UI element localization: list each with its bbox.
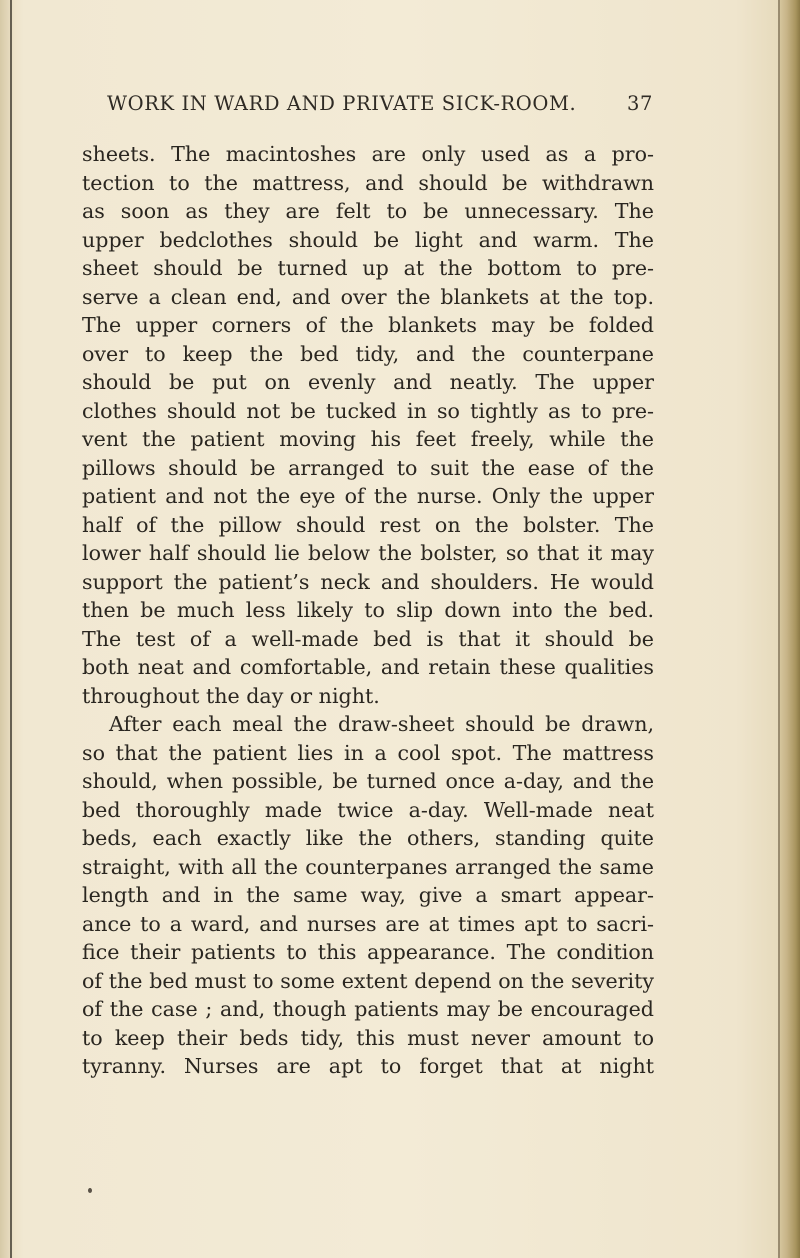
text-line: patient and not the eye of the nurse. Only the upper xyxy=(82,484,654,508)
page-number: 37 xyxy=(626,92,653,115)
text-line: of the case ; and, though patients may be encouraged xyxy=(82,997,654,1021)
text-line: straight, with all the counterpanes arranged the same xyxy=(82,854,654,879)
page-fold-line xyxy=(778,0,780,1258)
text-line: of the bed must to some extent depend on the severity xyxy=(82,968,654,993)
running-header xyxy=(107,92,653,122)
text-line: so that the patient lies in a cool spot. The mattress xyxy=(82,740,654,765)
text-line: serve a clean end, and over the blankets at the top. xyxy=(82,284,654,309)
text-line: bed thoroughly made twice a-day. Well-made neat xyxy=(82,797,654,822)
paragraph-end-line: throughout the day or night. xyxy=(82,683,380,708)
text-line: tection to the mattress, and should be withdrawn xyxy=(82,170,654,195)
text-line: lower half should lie below the bolster, so that it may xyxy=(82,541,654,565)
text-line: ance to a ward, and nurses are at times apt to sacri- xyxy=(82,911,654,936)
text-line: upper bedclothes should be light and warm. The xyxy=(82,227,654,252)
text-line: fice their patients to this appearance. The condition xyxy=(82,940,654,964)
paragraph-start-line: After each meal the draw-sheet should be drawn, xyxy=(109,712,654,736)
text-line: over to keep the bed tidy, and the counterpane xyxy=(82,341,654,366)
text-line: tyranny. Nurses are apt to forget that at night xyxy=(82,1054,654,1078)
text-line: sheets. The macintoshes are only used as a pro- xyxy=(82,142,654,166)
text-line: The upper corners of the blankets may be folded xyxy=(82,313,654,337)
text-line: vent the patient moving his feet freely, while the xyxy=(82,427,654,451)
text-line: to keep their beds tidy, this must never amount to xyxy=(82,1025,654,1050)
text-line: should be put on evenly and neatly. The upper xyxy=(82,370,654,394)
ink-speck xyxy=(88,1188,92,1193)
text-line: The test of a well-made bed is that it should be xyxy=(82,626,654,651)
text-line: clothes should not be tucked in so tightly as to pre- xyxy=(82,398,654,423)
text-line: support the patient’s neck and shoulders. He would xyxy=(82,569,654,594)
text-line: sheet should be turned up at the bottom to pre- xyxy=(82,256,654,280)
text-line: then be much less likely to slip down into the bed. xyxy=(82,598,654,622)
body-text xyxy=(82,140,654,1081)
text-line: pillows should be arranged to suit the ease of the xyxy=(82,455,654,480)
page-right-edge xyxy=(778,0,800,1258)
text-line: beds, each exactly like the others, standing quite xyxy=(82,826,654,850)
text-line: as soon as they are felt to be unnecessary. The xyxy=(82,199,654,223)
text-line: half of the pillow should rest on the bolster. The xyxy=(82,512,654,537)
text-line: length and in the same way, give a smart appear- xyxy=(82,883,654,907)
running-title: WORK IN WARD AND PRIVATE SICK-ROOM. xyxy=(107,92,577,115)
text-line: both neat and comfortable, and retain these qualities xyxy=(82,655,654,679)
binding-line xyxy=(10,0,12,1258)
text-line: should, when possible, be turned once a-day, and the xyxy=(82,769,654,793)
